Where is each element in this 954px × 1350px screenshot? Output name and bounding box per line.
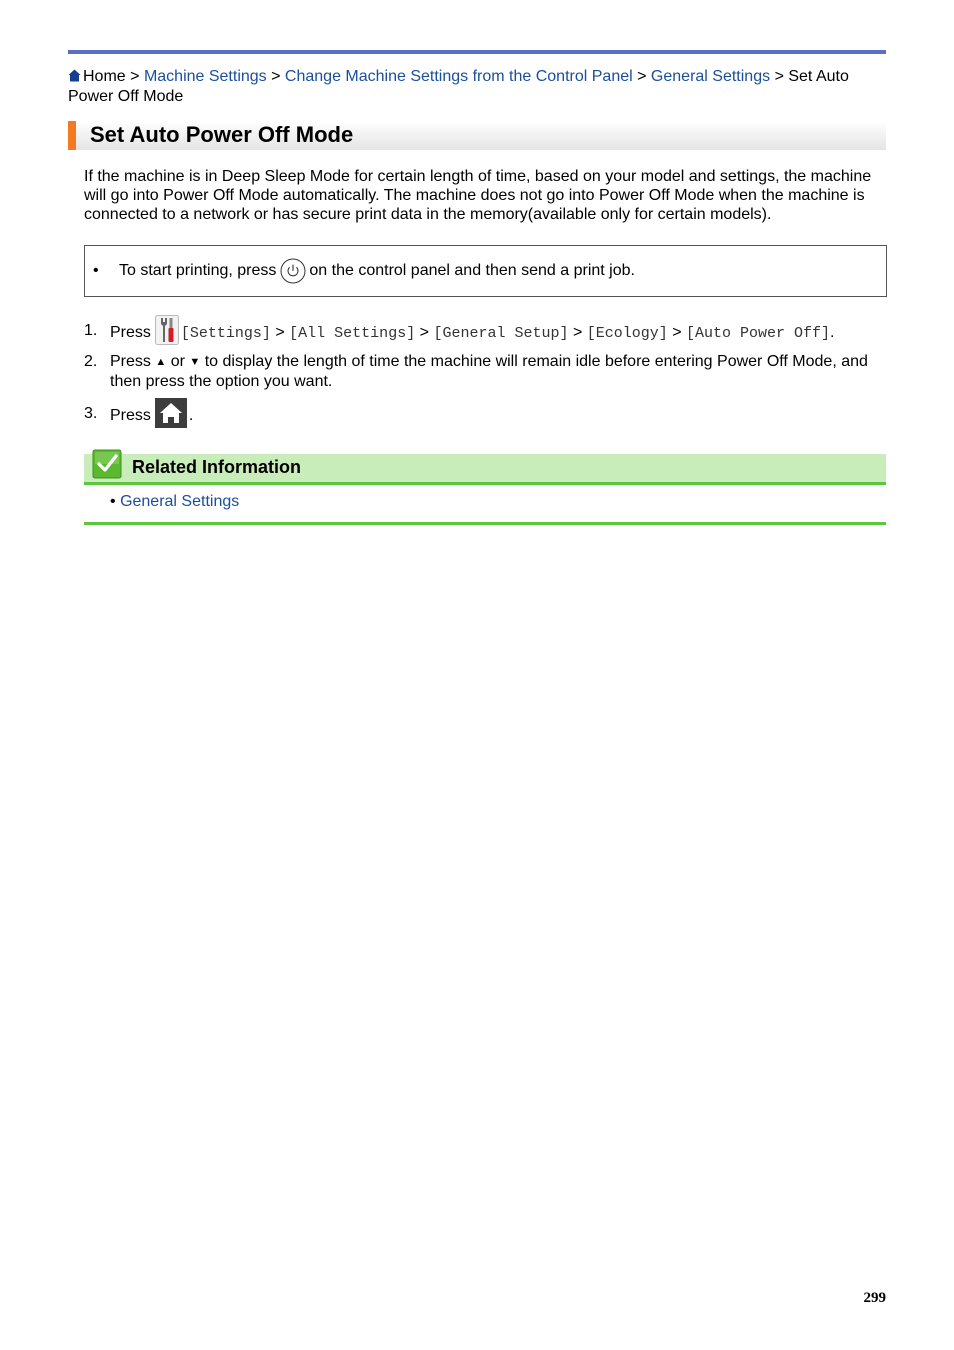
- intro-paragraph: If the machine is in Deep Sleep Mode for certain length of time, based on your model and settings, the machine will go into Power Off Mode automatically. The machine does not go into Power Off Mode when the machine is connected to a network or has secure print data in the memory(available only for certain models).: [84, 168, 872, 223]
- menu-path-all-settings: [All Settings]: [289, 325, 416, 343]
- menu-separator: >: [572, 324, 583, 342]
- breadcrumb-link-general-settings[interactable]: General Settings: [650, 68, 771, 85]
- step-text: to display the length of time the machine will remain idle before entering Power Off Mode, and then press the option you want.: [110, 353, 868, 390]
- note-text-before: To start printing, press: [119, 262, 277, 279]
- related-bullet: •: [110, 493, 116, 510]
- down-arrow-icon: ▼: [189, 356, 201, 368]
- step-number: 1.: [84, 322, 98, 339]
- related-information-title: Related Information: [132, 457, 302, 477]
- power-button-icon: [280, 258, 306, 284]
- breadcrumb-current: Set Auto Power Off Mode: [68, 68, 849, 105]
- related-bottom-rule: [84, 522, 886, 525]
- step-press: Press: [110, 353, 151, 370]
- breadcrumb: [68, 67, 886, 107]
- menu-path-settings: [Settings]: [180, 325, 271, 343]
- breadcrumb-link-machine-settings[interactable]: Machine Settings: [143, 68, 267, 85]
- menu-separator: >: [419, 324, 429, 342]
- step-or: or: [170, 353, 185, 370]
- breadcrumb-separator: >: [637, 68, 647, 85]
- breadcrumb-separator: >: [774, 68, 784, 85]
- page-number: 299: [863, 1290, 886, 1306]
- top-rule: [68, 50, 886, 54]
- step-press: Press: [110, 407, 151, 425]
- menu-path-general-setup: [General Setup]: [433, 325, 569, 343]
- step-number: 3.: [84, 405, 98, 422]
- related-list: [110, 492, 239, 512]
- home-button-icon: [155, 398, 187, 428]
- breadcrumb-separator: >: [130, 68, 140, 85]
- step-number: 2.: [84, 353, 98, 370]
- menu-separator: >: [275, 324, 285, 342]
- note-box: [84, 245, 887, 297]
- menu-separator: >: [672, 324, 682, 342]
- note-text-after: on the control panel and then send a print job.: [309, 262, 635, 279]
- step-body: [110, 321, 880, 345]
- related-information-bar: [84, 454, 886, 485]
- menu-path-auto-power-off: [Auto Power Off]: [686, 325, 831, 343]
- title-bar: [68, 121, 886, 150]
- breadcrumb-home[interactable]: Home: [83, 68, 126, 85]
- up-arrow-icon: ▲: [155, 356, 167, 368]
- checkmark-icon: [92, 449, 122, 479]
- page-title: Set Auto Power Off Mode: [90, 122, 354, 147]
- step-body: [110, 404, 880, 428]
- menu-path-ecology: [Ecology]: [586, 325, 668, 343]
- step-press: Press: [110, 324, 151, 342]
- step-body: [110, 352, 880, 392]
- home-icon: [68, 69, 81, 82]
- settings-tools-icon: [155, 315, 179, 345]
- step-period: .: [830, 324, 835, 342]
- breadcrumb-link-change-machine-settings[interactable]: Change Machine Settings from the Control Panel: [284, 68, 633, 85]
- step-period: .: [188, 407, 194, 425]
- note-bullet: •: [93, 262, 99, 279]
- related-link-general-settings[interactable]: General Settings: [120, 493, 240, 510]
- breadcrumb-separator: >: [271, 68, 281, 85]
- note-text: [119, 257, 635, 285]
